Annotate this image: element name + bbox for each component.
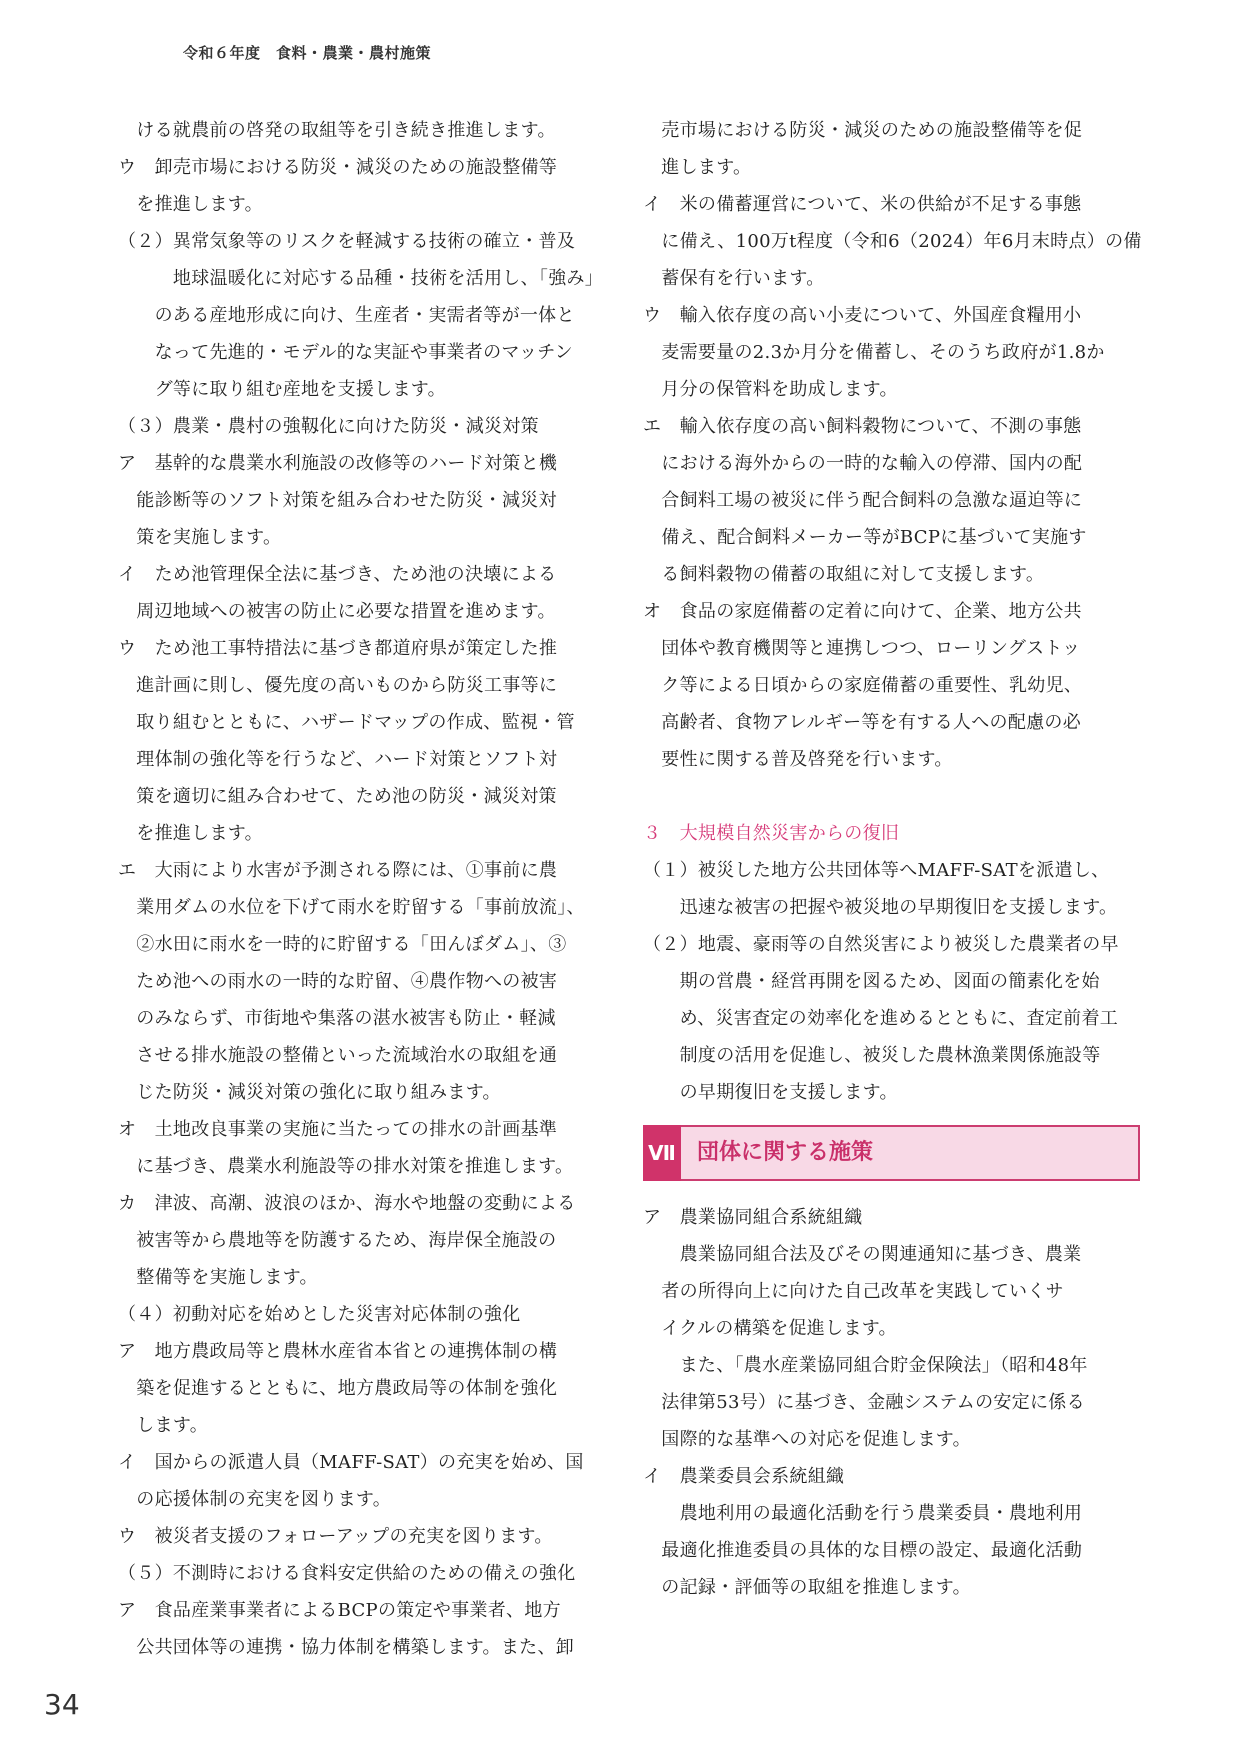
text-line: ア 地方農政局等と農林水産省本省との連携体制の構 xyxy=(118,1341,558,1362)
text-line: のみならず、市街地や集落の湛水被害も防止・軽減 xyxy=(118,1008,556,1029)
text-line: じた防災・減災対策の強化に取り組みます。 xyxy=(118,1082,501,1103)
text-line: ウ 輸入依存度の高い小麦について、外国産食糧用小 xyxy=(643,305,1082,326)
text-line: 能診断等のソフト対策を組み合わせた防災・減災対 xyxy=(118,490,557,511)
text-line: エ 大雨により水害が予測される際には、①事前に農 xyxy=(118,860,558,881)
right-column-bottom xyxy=(643,1199,1143,1606)
left-column xyxy=(118,112,615,1666)
section-heading: （５）不測時における食料安定供給のための備えの強化 xyxy=(118,1563,576,1584)
text-line: ウ ため池工事特措法に基づき都道府県が策定した推 xyxy=(118,638,558,659)
text-line: オ 土地改良事業の実施に当たっての排水の計画基準 xyxy=(118,1119,558,1140)
page-number: 34 xyxy=(44,1688,80,1721)
section-title: ３ 大規模自然災害からの復旧 xyxy=(643,823,900,844)
text-line: 月分の保管料を助成します。 xyxy=(643,379,898,400)
text-line: に基づき、農業水利施設等の排水対策を推進します。 xyxy=(118,1156,574,1177)
text-line: 農地利用の最適化活動を行う農業委員・農地利用 xyxy=(643,1503,1083,1524)
text-line: 備え、配合飼料メーカー等がBCPに基づいて実施す xyxy=(643,527,1087,548)
text-line: 制度の活用を促進し、被災した農林漁業関係施設等 xyxy=(643,1045,1101,1066)
text-line: （２）地震、豪雨等の自然災害により被災した農業者の早 xyxy=(643,934,1119,955)
text-line: 要性に関する普及啓発を行います。 xyxy=(643,749,953,770)
text-line: 策を実施します。 xyxy=(118,527,282,548)
chapter-number: Ⅶ xyxy=(643,1125,681,1181)
text-line: を推進します。 xyxy=(118,823,263,844)
text-line: ク等による日頃からの家庭備蓄の重要性、乳幼児、 xyxy=(643,675,1083,696)
text-line: 業用ダムの水位を下げて雨水を貯留する「事前放流」、 xyxy=(118,897,585,918)
section-heading: （４）初動対応を始めとした災害対応体制の強化 xyxy=(118,1304,521,1325)
text-line: 理体制の強化等を行うなど、ハード対策とソフト対 xyxy=(118,749,558,770)
text-line: ア 基幹的な農業水利施設の改修等のハード対策と機 xyxy=(118,453,558,474)
text-line: のある産地形成に向け、生産者・実需者等が一体と xyxy=(118,305,575,326)
text-line: 取り組むとともに、ハザードマップの作成、監視・管 xyxy=(118,712,575,733)
text-line: オ 食品の家庭備蓄の定着に向けて、企業、地方公共 xyxy=(643,601,1082,622)
text-line: イ 米の備蓄運営について、米の供給が不足する事態 xyxy=(643,194,1082,215)
text-line: 蓄保有を行います。 xyxy=(643,268,825,289)
text-line: 進します。 xyxy=(643,157,752,178)
text-line: また、「農水産業協同組合貯金保険法」（昭和48年 xyxy=(643,1355,1088,1376)
text-line: 法律第53号）に基づき、金融システムの安定に係る xyxy=(643,1392,1085,1413)
text-line: ウ 卸売市場における防災・減災のための施設整備等 xyxy=(118,157,558,178)
text-line: を推進します。 xyxy=(118,194,263,215)
text-line: め、災害査定の効率化を進めるとともに、査定前着工 xyxy=(643,1008,1119,1029)
chapter-title: 団体に関する施策 xyxy=(697,1140,874,1165)
right-column-top xyxy=(643,112,1143,1111)
running-header: 令和６年度 食料・農業・農村施策 xyxy=(183,44,432,62)
text-line: 農業協同組合法及びその関連通知に基づき、農業 xyxy=(643,1244,1082,1265)
text-line: の記録・評価等の取組を推進します。 xyxy=(643,1577,971,1598)
text-line: します。 xyxy=(118,1415,209,1436)
text-line: なって先進的・モデル的な実証や事業者のマッチン xyxy=(118,342,573,363)
text-line: ため池への雨水の一時的な貯留、④農作物への被害 xyxy=(118,971,558,992)
text-line: に備え、100万t程度（令和6（2024）年6月末時点）の備 xyxy=(643,231,1142,252)
text-line: 周辺地域への被害の防止に必要な措置を進めます。 xyxy=(118,601,556,622)
text-line: 者の所得向上に向けた自己改革を実践していくサ xyxy=(643,1281,1064,1302)
text-line: エ 輸入依存度の高い飼料穀物について、不測の事態 xyxy=(643,416,1082,437)
chapter-heading xyxy=(643,1125,1140,1181)
text-line: （１）被災した地方公共団体等へMAFF-SATを派遣し、 xyxy=(643,860,1110,881)
text-line: 高齢者、食物アレルギー等を有する人への配慮の必 xyxy=(643,712,1082,733)
text-line: イクルの構築を促進します。 xyxy=(643,1318,897,1339)
text-line: の早期復旧を支援します。 xyxy=(643,1082,898,1103)
text-line: 合飼料工場の被災に伴う配合飼料の急激な逼迫等に xyxy=(643,490,1083,511)
text-line: の応援体制の充実を図ります。 xyxy=(118,1489,392,1510)
text-line: ア 食品産業事業者によるBCPの策定や事業者、地方 xyxy=(118,1600,561,1621)
section-heading: ア 農業協同組合系統組織 xyxy=(643,1207,863,1228)
text-line: 策を適切に組み合わせて、ため池の防災・減災対策 xyxy=(118,786,557,807)
text-line: ②水田に雨水を一時的に貯留する「田んぼダム」、③ xyxy=(118,934,567,955)
text-line: 築を促進するとともに、地方農政局等の体制を強化 xyxy=(118,1378,558,1399)
text-line: 期の営農・経営再開を図るため、図面の簡素化を始 xyxy=(643,971,1100,992)
text-line: 最適化推進委員の具体的な目標の設定、最適化活動 xyxy=(643,1540,1083,1561)
text-line: 整備等を実施します。 xyxy=(118,1267,318,1288)
text-line: 地球温暖化に対応する品種・技術を活用し、「強み」 xyxy=(118,268,604,289)
text-line: グ等に取り組む産地を支援します。 xyxy=(118,379,446,400)
text-line: る飼料穀物の備蓄の取組に対して支援します。 xyxy=(643,564,1045,585)
text-line: 国際的な基準への対応を促進します。 xyxy=(643,1429,971,1450)
spacer xyxy=(643,778,1143,815)
text-line: イ 国からの派遣人員（MAFF-SAT）の充実を始め、国 xyxy=(118,1452,584,1473)
text-line: 麦需要量の2.3か月分を備蓄し、そのうち政府が1.8か xyxy=(643,342,1105,363)
text-line: ウ 被災者支援のフォローアップの充実を図ります。 xyxy=(118,1526,553,1547)
text-line: カ 津波、高潮、波浪のほか、海水や地盤の変動による xyxy=(118,1193,576,1214)
text-line: 売市場における防災・減災のための施設整備等を促 xyxy=(643,120,1083,141)
text-line: 団体や教育機関等と連携しつつ、ローリングストッ xyxy=(643,638,1081,659)
text-line: 被害等から農地等を防護するため、海岸保全施設の xyxy=(118,1230,557,1251)
section-heading: イ 農業委員会系統組織 xyxy=(643,1466,845,1487)
section-heading: （３）農業・農村の強靱化に向けた防災・減災対策 xyxy=(118,416,539,437)
section-heading: （２）異常気象等のリスクを軽減する技術の確立・普及 xyxy=(118,231,576,252)
text-line: イ ため池管理保全法に基づき、ため池の決壊による xyxy=(118,564,557,585)
text-line: ける就農前の啓発の取組等を引き続き推進します。 xyxy=(118,120,556,141)
text-line: 迅速な被害の把握や被災地の早期復旧を支援します。 xyxy=(643,897,1118,918)
text-line: 進計画に則し、優先度の高いものから防災工事等に xyxy=(118,675,558,696)
text-line: における海外からの一時的な輸入の停滞、国内の配 xyxy=(643,453,1083,474)
text-line: 公共団体等の連携・協力体制を構築します。また、卸 xyxy=(118,1637,575,1658)
text-line: させる排水施設の整備といった流域治水の取組を通 xyxy=(118,1045,558,1066)
right-column xyxy=(643,112,1143,1606)
